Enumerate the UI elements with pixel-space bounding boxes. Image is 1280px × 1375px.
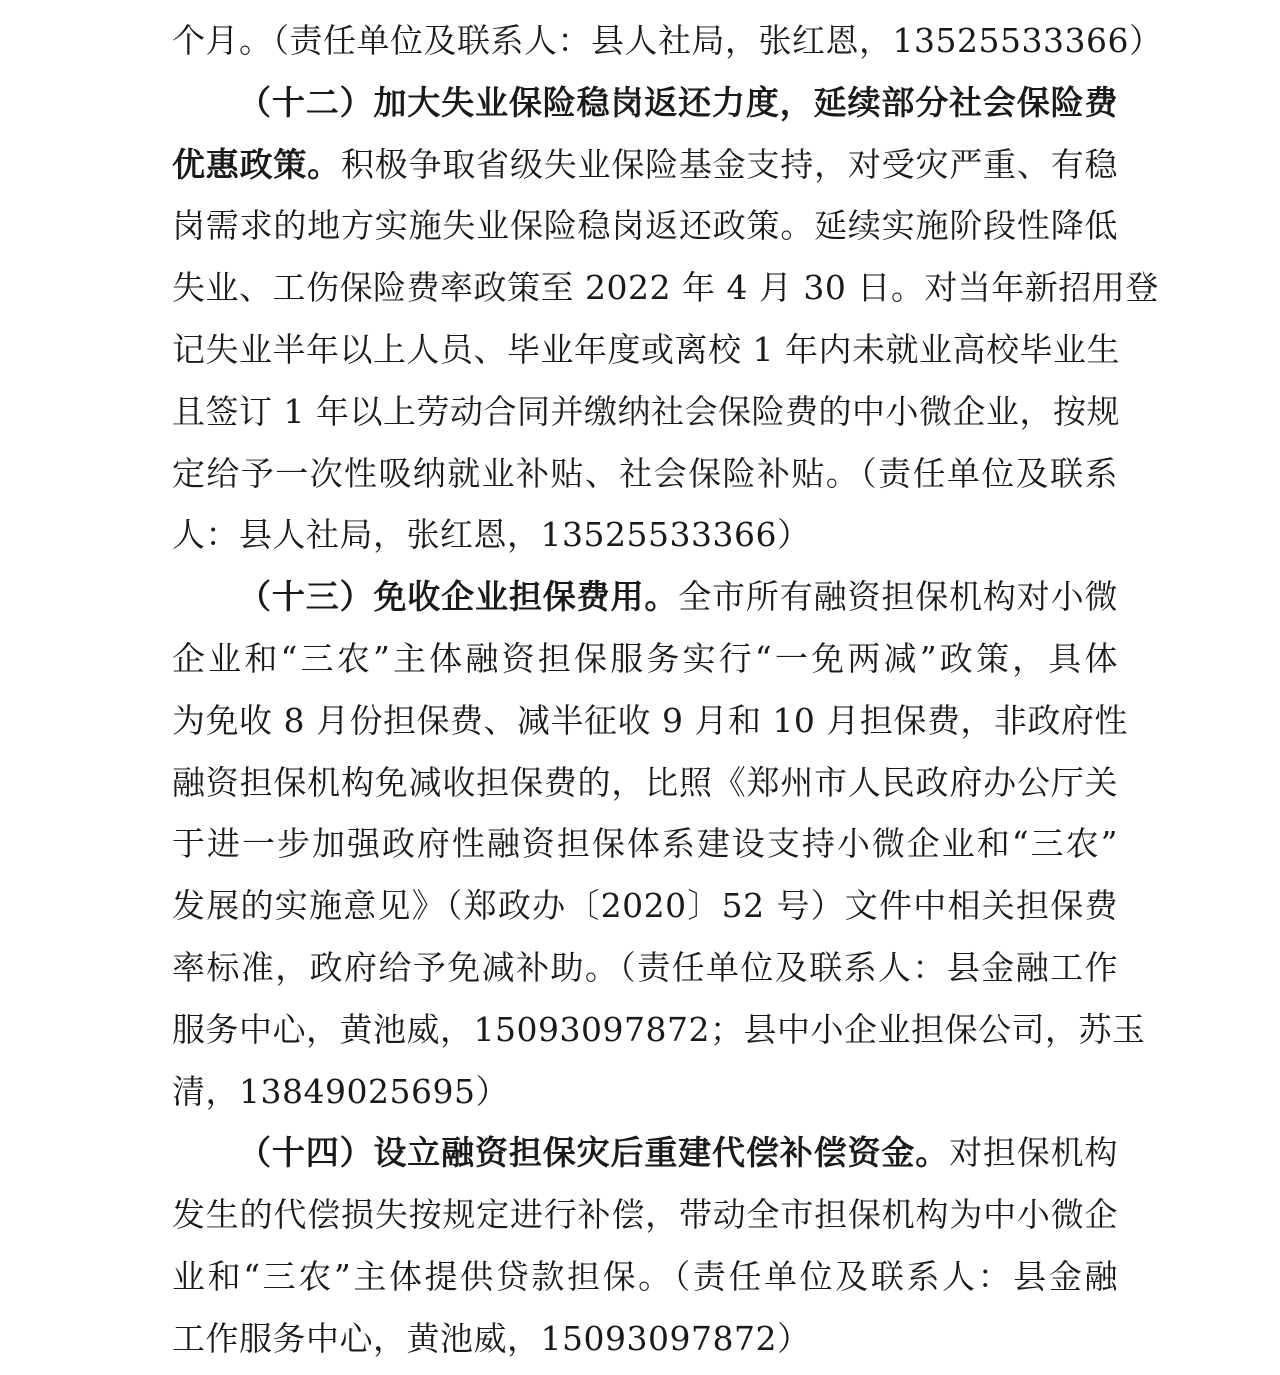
text-line: 失业、工伤保险费率政策至 2022 年 4 月 30 日。对当年新招用登 (172, 268, 1159, 308)
heading-text: （十三）免收企业担保费用。 (238, 577, 679, 617)
section-heading-14 (172, 1122, 1118, 1184)
heading-text: （十四）设立融资担保灾后重建代偿补偿资金。 (238, 1133, 950, 1173)
text-line: 发展的实施意见》（郑政办〔2020〕52 号）文件中相关担保费 (172, 886, 1118, 926)
section-heading-13 (172, 566, 1118, 628)
text-line: 服务中心，黄池威，15093097872；县中小企业担保公司，苏玉 (172, 1009, 1146, 1049)
text-line: 工作服务中心，黄池威，15093097872） (172, 1318, 811, 1358)
text-line: 且签订 1 年以上劳动合同并缴纳社会保险费的中小微企业，按规 (172, 391, 1120, 431)
text-line: 于进一步加强政府性融资担保体系建设支持小微企业和“三农” (172, 824, 1118, 864)
text-line: 为免收 8 月份担保费、减半征收 9 月和 10 月担保费，非政府性 (172, 700, 1128, 740)
text-line: 率标准，政府给予免减补助。（责任单位及联系人：县金融工作 (172, 947, 1118, 987)
text-line: 个月。（责任单位及联系人：县人社局，张红恩，13525533366） (172, 21, 1163, 60)
text-line: 记失业半年以上人员、毕业年度或离校 1 年内未就业高校毕业生 (172, 329, 1120, 369)
body-text: 全市所有融资担保机构对小微 (678, 577, 1119, 617)
text-line: 发生的代偿损失按规定进行补偿，带动全市担保机构为中小微企 (172, 1195, 1118, 1235)
body-text: 对担保机构 (949, 1133, 1119, 1173)
text-line: 企业和“三农”主体融资担保服务实行“一免两减”政策，具体 (172, 638, 1118, 678)
text-line: 定给予一次性吸纳就业补贴、社会保险补贴。（责任单位及联系 (172, 453, 1118, 493)
text-line: 清，13849025695） (172, 1071, 509, 1111)
heading-text: 优惠政策。 (172, 144, 341, 184)
text-line: 岗需求的地方实施失业保险稳岗返还政策。延续实施阶段性降低 (172, 206, 1118, 246)
section-heading-12 (172, 72, 1118, 134)
heading-text: （十二）加大失业保险稳岗返还力度，延续部分社会保险费 (238, 82, 1118, 122)
text-line: 人：县人社局，张红恩，13525533366） (172, 515, 811, 555)
body-text: 积极争取省级失业保险基金支持，对受灾严重、有稳 (340, 144, 1119, 184)
text-line: 融资担保机构免减收担保费的，比照《郑州市人民政府办公厅关 (172, 762, 1118, 802)
text-line (172, 134, 1118, 196)
text-line: 业和“三农”主体提供贷款担保。（责任单位及联系人：县金融 (172, 1256, 1118, 1296)
document-page (172, 10, 1163, 1370)
